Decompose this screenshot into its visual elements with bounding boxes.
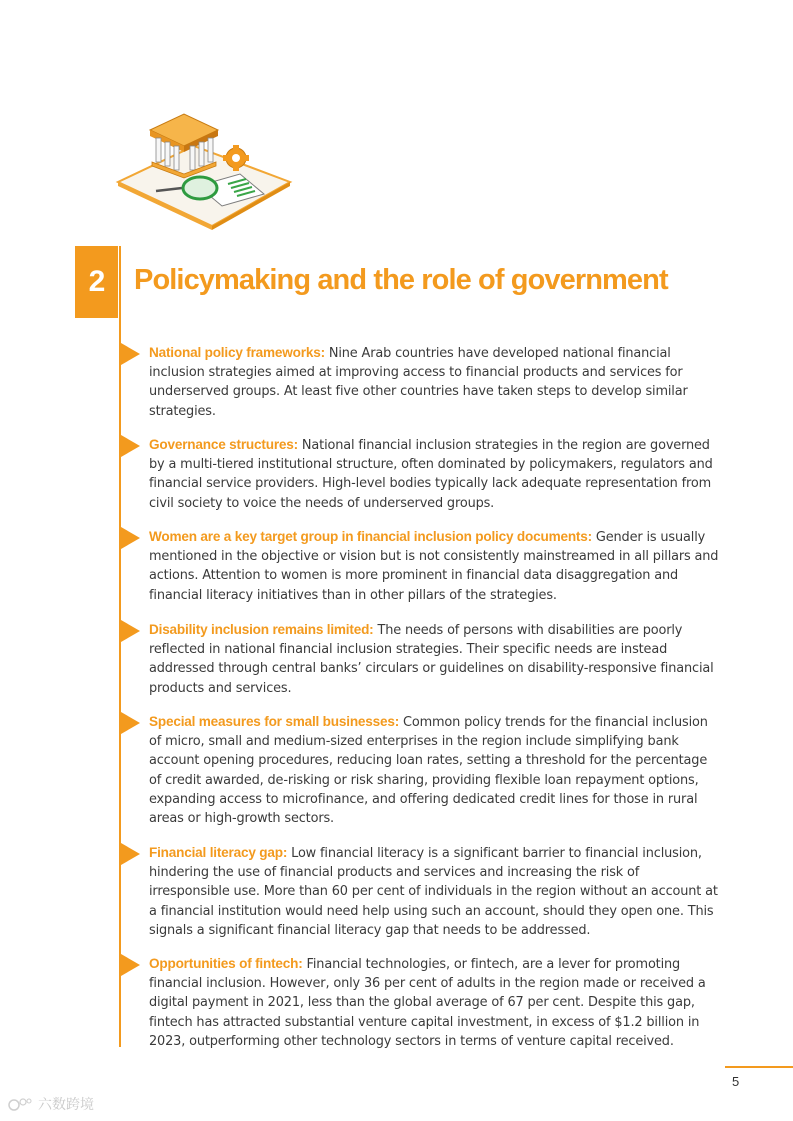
arrow-marker-icon xyxy=(121,435,140,457)
bank-finance-illustration xyxy=(112,108,297,236)
list-item-body: Low financial literacy is a significant barrier to financial inclusion, hindering the use of financial products and services and increasing the risk of irresponsible use. More than 60 per cent of individuals in the region without an account at a financial institution would need help using such an account, should they open one. This signals a significant financial literacy gap that needs to be addressed. xyxy=(149,846,718,938)
list-item-lead: Financial literacy gap: xyxy=(149,845,288,860)
list-item-lead: Governance structures: xyxy=(149,437,298,452)
list-item-body: National financial inclusion strategies in the region are governed by a multi-tiered institutional structure, often dominated by policymakers, regulators and financial service providers. High-level bodies typically lack adequate representation from civil society to voice the needs of underserved groups. xyxy=(149,438,713,511)
list-item-governance-structures xyxy=(121,435,721,513)
list-item-women-target-group xyxy=(121,527,721,605)
list-item-lead: Women are a key target group in financial inclusion policy documents: xyxy=(149,529,592,544)
list-item-text xyxy=(121,954,721,1051)
arrow-marker-icon xyxy=(121,843,140,865)
list-item-disability-inclusion xyxy=(121,620,721,698)
watermark-text: 六数跨境 xyxy=(38,1097,94,1113)
list-item-body: Nine Arab countries have developed national financial inclusion strategies aimed at improving access to financial products and services for underserved groups. At least five other countries have taken steps to develop similar strategies. xyxy=(149,346,688,419)
list-item-body: Financial technologies, or fintech, are a lever for promoting financial inclusion. However, only 36 per cent of adults in the region made or received a digital payment in 2021, less than the global average of 67 per cent. Despite this gap, fintech has attracted substantial venture capital investment, in excess of $1.2 billion in 2023, outperforming other technology sectors in terms of venture capital received. xyxy=(149,957,706,1049)
list-item-text xyxy=(121,343,721,421)
arrow-marker-icon xyxy=(121,343,140,365)
list-item-body: Gender is usually mentioned in the objective or vision but is not consistently mainstreamed in all pillars and actions. Attention to women is more prominent in financial data disaggregation and financial literacy initiatives than in other pillars of the strategies. xyxy=(149,530,719,603)
footer-rule xyxy=(725,1066,793,1068)
list-item-text xyxy=(121,712,721,828)
list-item-text xyxy=(121,527,721,605)
list-item-text xyxy=(121,435,721,513)
list-item-body: The needs of persons with disabilities are poorly reflected in national financial inclusion strategies. Their specific needs are instead addressed through central banks’ circulars or guidelines on disability-responsive financial products and services. xyxy=(149,623,714,696)
list-item-financial-literacy-gap xyxy=(121,843,721,940)
watermark-logo-icon xyxy=(8,1096,34,1112)
page-number: 5 xyxy=(732,1074,740,1089)
list-item-opportunities-of-fintech xyxy=(121,954,721,1051)
section-number-badge: 2 xyxy=(75,246,118,318)
arrow-marker-icon xyxy=(121,527,140,549)
arrow-marker-icon xyxy=(121,954,140,976)
list-item-lead: National policy frameworks: xyxy=(149,345,325,360)
list-item-text xyxy=(121,843,721,940)
arrow-marker-icon xyxy=(121,620,140,642)
page-title: Policymaking and the role of government xyxy=(134,264,668,296)
list-item-lead: Opportunities of fintech: xyxy=(149,956,303,971)
list-item-small-businesses xyxy=(121,712,721,828)
list-item-lead: Special measures for small businesses: xyxy=(149,714,400,729)
list-item-national-policy-frameworks xyxy=(121,343,721,421)
list-item-text xyxy=(121,620,721,698)
list-item-lead: Disability inclusion remains limited: xyxy=(149,622,374,637)
list-item-body: Common policy trends for the financial inclusion of micro, small and medium-sized enterprises in the region include simplifying bank account opening procedures, reducing loan rates, setting a threshold for the percentage of credit awarded, de-risking or risk sharing, providing flexible loan repayment options, expanding access to microfinance, and offering dedicated credit lines for those in rural areas or high-growth sectors. xyxy=(149,715,708,827)
arrow-marker-icon xyxy=(121,712,140,734)
watermark xyxy=(8,1094,94,1114)
